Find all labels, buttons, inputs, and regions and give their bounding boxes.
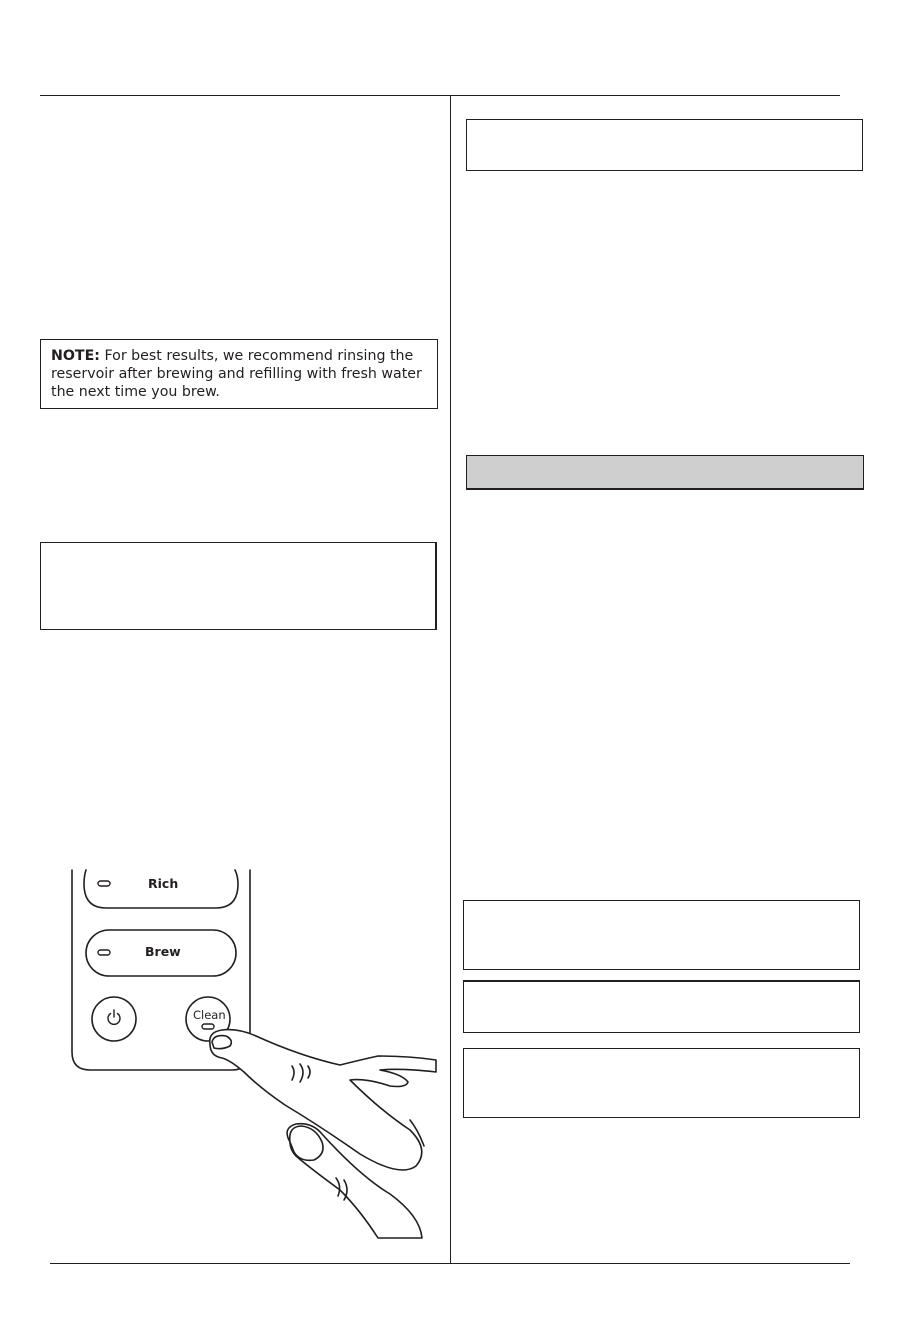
- control-panel-illustration: [60, 860, 440, 1245]
- note-label: NOTE:: [51, 348, 100, 364]
- shaded-header-bar: [466, 455, 864, 490]
- note-box: [40, 339, 438, 409]
- empty-box-right-3: [463, 1048, 860, 1118]
- hand-illustration: [210, 1030, 436, 1238]
- column-divider: [450, 96, 451, 1263]
- brew-label: Brew: [145, 944, 181, 959]
- empty-box-right-1: [463, 900, 860, 970]
- clean-indicator-light-icon: [202, 1024, 214, 1029]
- rich-label: Rich: [148, 876, 179, 891]
- rich-indicator-light-icon: [98, 881, 110, 886]
- note-text: For best results, we recommend rinsing the reservoir after brewing and refilling with fresh water the next time you brew.: [51, 348, 422, 400]
- empty-box-right-top: [466, 119, 863, 171]
- brew-indicator-light-icon: [98, 950, 110, 955]
- top-rule: [40, 95, 840, 96]
- empty-box-right-2: [463, 980, 860, 1033]
- bottom-rule: [50, 1263, 850, 1264]
- power-button: [92, 997, 136, 1041]
- empty-box-left: [40, 542, 437, 630]
- clean-label: Clean: [193, 1008, 226, 1022]
- power-icon: [108, 1010, 120, 1024]
